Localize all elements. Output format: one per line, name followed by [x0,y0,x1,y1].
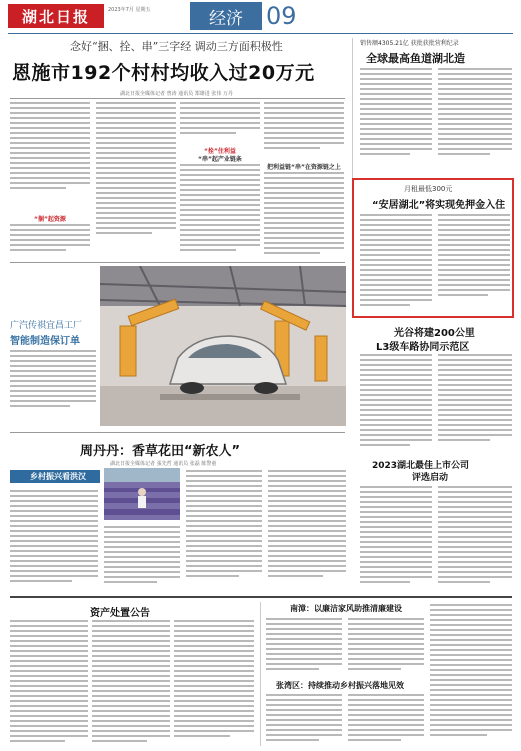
lead-sub-3: “串”起产业链条 [198,156,242,163]
right-mid-headline-2: L3级车路协同示范区 [376,342,470,353]
lead-rule [10,98,345,99]
right-low-headline-2: 评选启动 [412,473,449,483]
lead-body-col-1b [10,224,90,258]
bottom-story-2-body-1 [266,694,342,746]
section-label: 经济 [190,2,262,30]
boxed-body-2 [438,214,510,314]
newspaper-logo: 湖北日报 [8,4,104,28]
ad-body-1 [10,620,88,746]
lead-sub-2: “拴”住利益 [204,148,236,155]
right-mid-headline-1: 光谷将建200公里 [394,328,475,339]
bottom-story-1-body-2 [348,618,424,674]
zhou-body-1 [10,490,98,590]
right-mid-body-1 [360,354,432,450]
bottom-story-2-body-2 [348,694,424,746]
masthead [0,0,521,34]
right-mid-body-2 [438,354,512,450]
lead-body-col-2 [96,102,176,242]
bottom-rule [10,596,512,598]
right-low-headline-1: 2023湖北最佳上市公司 [372,461,470,471]
photo-caption-body [10,350,96,418]
zhou-headline: 周丹丹：香草花田“新农人” [80,444,241,459]
boxed-tag: 月租最低300元 [404,185,453,193]
page-number: 09 [266,2,297,30]
zhou-banner: 乡村振兴看洪汉 [10,470,100,483]
right-low-body-1 [360,486,432,590]
lead-kicker: 念好“捆、拴、串”三字经 调动三方面积极性 [70,40,283,53]
lead-body-col-3b [180,164,260,258]
lead-body-col-3 [180,102,260,142]
flower-field-photo [104,468,180,520]
bottom-story-1-headline: 南漳：以廉洁家风助推清廉建设 [290,604,402,613]
lead-body-col-4b [264,172,344,258]
photo-kicker: 广汽传祺宜昌工厂 [10,321,83,331]
lead-byline: 湖北日报全媒体记者 曾涛 通讯员 郑雄进 张伟 万丹 [120,91,233,97]
zhou-body-3 [186,470,262,590]
bottom-divider [260,602,261,746]
ad-body-3 [174,620,254,746]
lead-sub-4: 把利益链“串”在资源链之上 [267,164,341,171]
masthead-date: 2023年7月 星期五 [108,7,151,13]
zhou-body-4 [268,470,346,590]
right-low-body-2 [438,486,512,590]
photo-headline: 智能制造保订单 [10,336,80,347]
lead-body-col-4 [264,102,344,158]
lead-sub-1: “捆”起资源 [34,216,66,223]
factory-photo [100,266,346,426]
right-top-headline: 全球最高鱼道湖北造 [366,52,465,65]
boxed-headline: “安居湖北”将实现免押金入住 [372,200,506,211]
right-top-body-1 [360,68,432,168]
zhou-body-2 [104,526,180,590]
bottom-story-1-body-3 [430,604,512,746]
bottom-story-1-body-1 [266,618,342,674]
lead-headline: 恩施市192个村村均收入过20万元 [12,62,315,84]
right-top-body-2 [438,68,512,168]
lead-body-col-1 [10,102,90,210]
ad-title: 资产处置公告 [90,608,150,619]
ad-body-2 [92,620,170,746]
section-rule-1 [10,262,345,263]
bottom-story-2-headline: 张湾区：持续推动乡村振兴落地见效 [276,681,404,690]
zhou-byline: 湖北日报全媒体记者 張先哲 通讯员 张磊 陈警童 [110,461,217,467]
right-top-kicker: 销售额4305.21亿 获批获批营利纪录 [360,40,459,47]
boxed-body-1 [360,214,432,314]
section-rule-2 [10,432,345,433]
masthead-rule [8,33,513,34]
